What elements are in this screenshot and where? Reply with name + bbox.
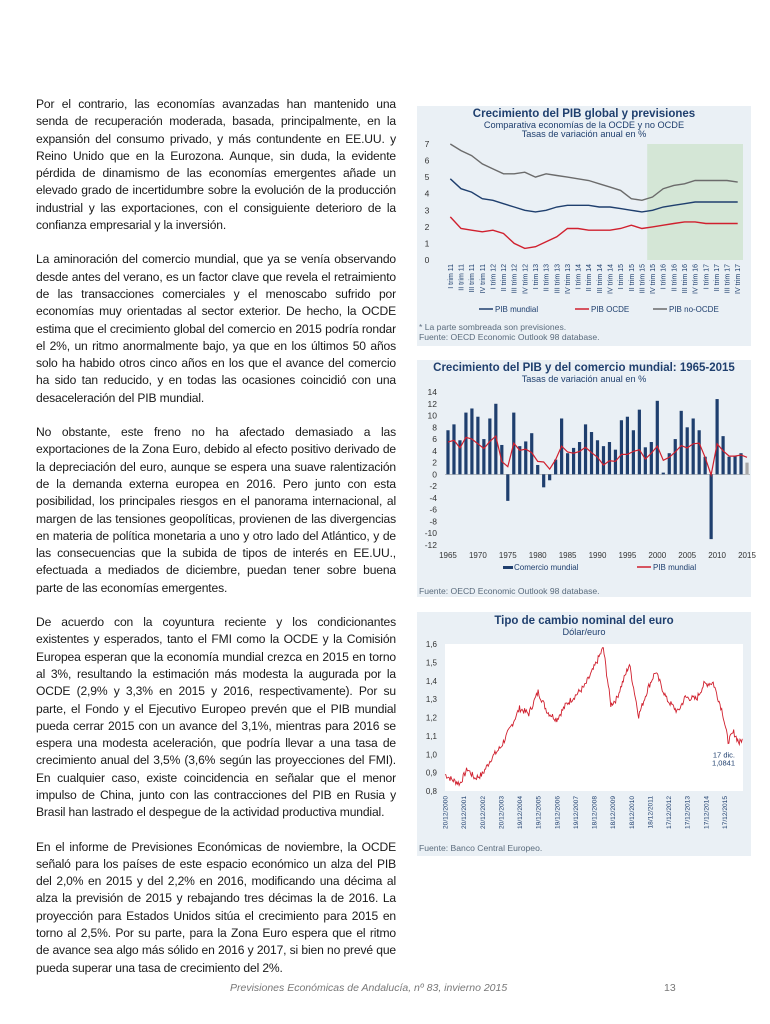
- chart1-annotation: * La parte sombreada son previsiones.: [419, 322, 567, 332]
- x-tick-label: 17/12/2015: [721, 796, 729, 830]
- y-tick-label: 14: [427, 387, 437, 397]
- chart1-subtitle2: Tasas de variación anual en %: [521, 129, 647, 139]
- y-tick-label: 4: [424, 188, 430, 199]
- trade-bar: [482, 439, 485, 474]
- trade-bar: [548, 474, 551, 480]
- x-tick-label: III trim 17: [724, 264, 732, 294]
- trade-bar: [638, 410, 641, 475]
- trade-bar: [602, 446, 605, 474]
- chart2-source: Fuente: OECD Economic Outlook 98 database.: [419, 586, 600, 596]
- chart2-title: Crecimiento del PIB y del comercio mundial: 1965-2015: [433, 362, 735, 374]
- trade-bar: [680, 411, 683, 475]
- x-tick-label: II trim 13: [543, 264, 551, 292]
- chart2-plot: [417, 384, 756, 584]
- y-tick-label: 0: [424, 255, 430, 265]
- trade-bar: [572, 448, 575, 474]
- paragraph-4: De acuerdo con la coyuntura reciente y los condicionantes existentes y esperados, tanto el FMI como la OCDE y la Comisión Europea esperan que la economía mundial crezca en 2015 en torno al 3%, resultando la estimación más modesta la augurada por la OCDE (2,9% y 3,3% en 2015 y 2016, respectivamente). Por su parte, el Fondo y el Ejecutivo Europeo prevén que el PIB mundial pueda cerrar 2015 con un avance del 3,1%, mientras para 2016 se espera una modesta aceleración, que podría llevar a una tasa de crecimiento anual del 3,5% (3,6% según las proyecciones del FMI). En cualquier caso, existe coincidencia en señalar que el menor impulso de China, junto con las contracciones del PIB en Rusia y Brasil han lastrado el despegue de la actividad productiva mundial.: [36, 615, 396, 820]
- y-tick-label: -12: [424, 540, 437, 550]
- chart3-source: Fuente: Banco Central Europeo.: [419, 843, 543, 853]
- y-tick-label: 7: [424, 139, 430, 149]
- x-tick-label: 18/12/2010: [628, 796, 636, 830]
- trade-bar: [452, 424, 455, 474]
- x-tick-label: IV trim 14: [607, 264, 615, 294]
- trade-bar: [542, 474, 545, 487]
- y-tick-label: 5: [424, 172, 430, 183]
- x-tick-label: IV trim 17: [735, 264, 743, 294]
- legend-label-2: PIB no-OCDE: [669, 305, 719, 314]
- x-tick-label: I trim 17: [703, 264, 711, 290]
- y-tick-label: 1,5: [425, 658, 437, 668]
- trade-bar: [614, 450, 617, 475]
- chart3-plot: [417, 636, 751, 841]
- x-tick-label: 19/12/2005: [535, 796, 543, 830]
- y-tick-label: -6: [429, 504, 437, 515]
- chart-euro-exchange: [417, 612, 751, 856]
- x-tick-label: 19/12/2004: [517, 796, 524, 830]
- x-tick-label: I trim 12: [490, 264, 498, 290]
- x-tick-label: 1970: [468, 551, 487, 560]
- y-tick-label: 0,9: [425, 768, 437, 778]
- y-tick-label: 1: [424, 238, 430, 249]
- y-tick-label: -4: [429, 492, 437, 503]
- x-tick-label: IV trim 15: [650, 264, 658, 294]
- y-tick-label: 8: [432, 422, 437, 433]
- y-tick-label: 3: [424, 205, 430, 216]
- chart-gdp-trade: [417, 360, 756, 597]
- x-tick-label: 20/12/2002: [479, 796, 487, 830]
- x-tick-label: 20/12/2001: [461, 796, 469, 830]
- y-tick-label: 1,1: [425, 731, 437, 741]
- trade-bar: [506, 474, 509, 500]
- x-tick-label: II trim 15: [628, 264, 636, 292]
- trade-bar: [686, 427, 689, 474]
- trade-bar: [739, 453, 742, 474]
- x-tick-label: 1995: [618, 551, 637, 560]
- x-tick-label: 1985: [558, 551, 577, 560]
- x-tick-label: 1980: [528, 551, 547, 560]
- trade-bar: [470, 408, 473, 474]
- trade-bar: [727, 457, 730, 475]
- x-tick-label: I trim 11: [447, 264, 455, 289]
- annotation-value: 1,0841: [712, 758, 735, 768]
- x-tick-label: 2010: [708, 551, 727, 560]
- y-tick-label: 6: [424, 155, 430, 166]
- x-tick-label: 18/12/2011: [647, 796, 655, 829]
- trade-bar: [536, 465, 539, 474]
- trade-bar: [733, 456, 736, 474]
- trade-bar: [656, 401, 659, 475]
- x-tick-label: 17/12/2014: [703, 796, 711, 830]
- paragraph-5: En el informe de Previsiones Económicas de noviembre, la OCDE señaló para los países de este espacio económico un alza del PIB del 2,0% en 2015 y del 2,2% en 2016, modificando una décima al alza la previsión de 2015 y rebajando tres décimas la de 2016. La proyección para Estados Unidos sitúa el crecimiento para 2015 en torno al 2,5%. Por su parte, para la Zona Euro espera que el ritmo de avance sea algo más sólido en 2016 y 2017, si bien no prevé que pueda superar una tasa de crecimiento del 2%.: [36, 839, 396, 975]
- x-tick-label: IV trim 16: [692, 264, 700, 294]
- trade-bar: [710, 474, 713, 539]
- trade-bar: [644, 447, 647, 474]
- body-text-column: [36, 96, 396, 994]
- legend-swatch-0: [503, 566, 513, 569]
- x-tick-label: II trim 14: [586, 264, 594, 292]
- x-tick-label: 17/12/2012: [666, 796, 673, 830]
- x-tick-label: 1965: [439, 551, 457, 560]
- x-tick-label: III trim 15: [639, 264, 647, 294]
- trade-bar: [692, 418, 695, 474]
- trade-bar: [464, 413, 467, 475]
- legend-label-0: Comercio mundial: [514, 563, 579, 572]
- trade-bar: [476, 417, 479, 475]
- trade-bar: [488, 418, 491, 474]
- y-tick-label: 0: [432, 469, 437, 480]
- x-tick-label: I trim 14: [575, 264, 583, 290]
- x-tick-label: I trim 16: [660, 264, 668, 290]
- x-tick-label: 20/12/2000: [442, 796, 450, 830]
- chart3-subtitle: Dólar/euro: [562, 627, 606, 637]
- trade-bar: [446, 430, 449, 474]
- x-tick-label: 2000: [648, 551, 667, 560]
- x-tick-label: I trim 15: [618, 264, 626, 290]
- chart3-title: Tipo de cambio nominal del euro: [494, 615, 674, 627]
- trade-bar: [650, 442, 653, 474]
- x-tick-label: III trim 12: [511, 264, 519, 294]
- x-tick-label: II trim 12: [501, 264, 509, 292]
- trade-bar: [626, 417, 629, 475]
- y-tick-label: 1,4: [425, 676, 437, 686]
- y-tick-label: 1,6: [425, 640, 437, 649]
- x-tick-label: 2005: [678, 551, 697, 560]
- x-tick-label: 1975: [498, 551, 517, 560]
- y-tick-label: 6: [432, 434, 437, 445]
- x-tick-label: III trim 11: [469, 264, 477, 293]
- trade-bar: [608, 442, 611, 474]
- y-tick-label: 12: [427, 398, 437, 409]
- y-tick-label: -2: [429, 481, 437, 492]
- paragraph-3: No obstante, este freno no ha afectado demasiado a las exportaciones de la Zona Euro, debido al efecto positivo derivado de la depreciación del euro, aunque se espera una suave ralentización de la demanda externa europea en 2016. Pero junto con esta posibilidad, los principales riesgos en el panorama internacional, al margen de las tensiones geopolíticas, provienen de las divergencias en materia de política monetaria a uno y otro lado del Atlántico, y de las consecuencias que la subida de tipos de interés en EE.UU., efectuada a mediados de diciembre, puedan tener sobre buena parte de las economías emergentes.: [36, 425, 396, 595]
- x-tick-label: 19/12/2006: [554, 796, 562, 830]
- x-tick-label: IV trim 13: [564, 264, 572, 294]
- chart2-subtitle: Tasas de variación anual en %: [521, 374, 647, 384]
- trade-bar: [716, 399, 719, 474]
- trade-bar: [584, 424, 587, 474]
- x-tick-label: III trim 14: [596, 264, 604, 294]
- x-tick-label: IV trim 12: [522, 264, 530, 294]
- legend-label-1: PIB OCDE: [591, 305, 630, 314]
- x-tick-label: II trim 16: [671, 264, 679, 292]
- x-tick-label: II trim 11: [458, 264, 466, 291]
- chart1-source: Fuente: OECD Economic Outlook 98 database.: [419, 332, 600, 342]
- paragraph-1: Por el contrario, las economías avanzadas han mantenido una senda de recuperación moderada, basada, principalmente, en la expansión del consumo privado, y más contundente en EE.UU. y Reino Unido que en la Eurozona. Aunque, sin duda, la evidente pérdida de dinamismo de las economías emergentes añade un elevado grado de incertidumbre sobre la evolución de la producción industrial y las exportaciones, con el consiguiente deterioro de la confianza empresarial y la inversión.: [36, 97, 396, 233]
- y-tick-label: 1,2: [425, 713, 437, 723]
- y-tick-label: 1,0: [425, 750, 437, 760]
- legend-label-0: PIB mundial: [495, 305, 539, 314]
- x-tick-label: I trim 13: [532, 264, 540, 290]
- x-tick-label: III trim 13: [554, 264, 562, 294]
- x-tick-label: III trim 16: [681, 264, 689, 294]
- trade-bar: [745, 463, 748, 475]
- x-tick-label: 2015: [738, 551, 756, 560]
- y-tick-label: -10: [424, 528, 437, 539]
- x-tick-label: 1990: [588, 551, 607, 560]
- trade-bar: [566, 453, 569, 474]
- y-tick-label: 0,8: [425, 787, 437, 796]
- trade-bar: [698, 430, 701, 474]
- trade-bar: [524, 441, 527, 474]
- chart1-title: Crecimiento del PIB global y previsiones: [472, 108, 696, 120]
- x-tick-label: 17/12/2013: [684, 796, 692, 830]
- y-tick-label: 4: [432, 445, 437, 456]
- trade-bar: [674, 439, 677, 474]
- y-tick-label: 10: [427, 410, 437, 421]
- x-tick-label: IV trim 11: [479, 264, 487, 294]
- trade-bar: [662, 473, 665, 475]
- footer-publication: Previsiones Económicas de Andalucía, nº 83, invierno 2015: [230, 982, 508, 994]
- x-tick-label: II trim 17: [713, 264, 721, 292]
- paragraph-2: La aminoración del comercio mundial, que ya se venía observando desde antes del verano, es un factor clave que revela el retraimiento de las transacciones comerciales y el menoscabo sufrido por economías muy orientadas al sector exterior. De hecho, la OCDE estima que el crecimiento global del comercio en 2015 podría rondar el 2%, un ritmo anormalmente bajo, ya que en los últimos 50 años solo ha habido otros cinco años en los que el avance del comercio ha sido tan reducido, y en todas las ocasiones coincidió con una desaceleración del PIB mundial.: [36, 252, 396, 405]
- x-tick-label: 20/12/2003: [498, 796, 506, 830]
- chart1-plot: [417, 136, 751, 346]
- y-tick-label: -8: [429, 516, 437, 527]
- y-tick-label: 2: [424, 221, 430, 232]
- chart1-subtitle: Comparativa economías de la OCDE y no OCDE: [483, 120, 685, 130]
- annotation-date: 17 dic.: [712, 750, 735, 760]
- trade-bar: [721, 436, 724, 474]
- trade-bar: [620, 420, 623, 474]
- legend-label-1: PIB mundial: [653, 563, 697, 572]
- chart-gdp-forecast: [417, 106, 751, 346]
- trade-bar: [578, 442, 581, 474]
- x-tick-label: 19/12/2007: [572, 796, 580, 830]
- y-tick-label: 2: [432, 457, 437, 468]
- page-number: 13: [664, 982, 676, 994]
- x-tick-label: 18/12/2008: [591, 796, 599, 830]
- x-tick-label: 18/12/2009: [610, 796, 618, 830]
- y-tick-label: 1,3: [425, 695, 437, 705]
